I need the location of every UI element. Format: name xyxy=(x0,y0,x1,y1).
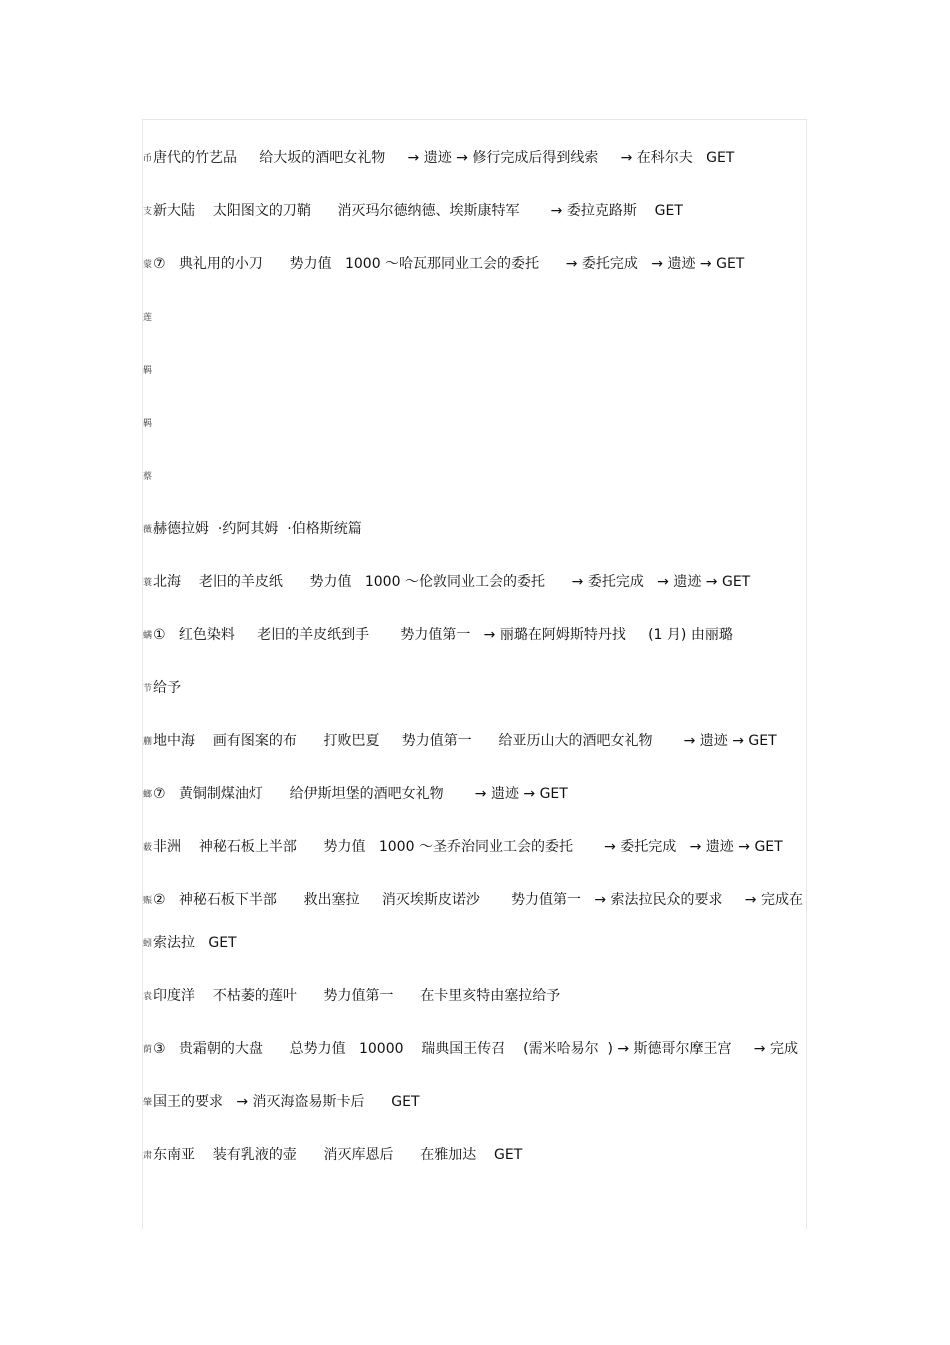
line-text: 印度洋 不枯萎的莲叶 势力值第一 在卡里亥特由塞拉给予 xyxy=(153,988,561,1004)
line-text: ⑦ 黄铜制煤油灯 给伊斯坦堡的酒吧女礼物 → 遗迹 → GET xyxy=(153,786,568,802)
line-marker: 肃 xyxy=(143,1151,153,1161)
line-marker: 肇 xyxy=(143,1098,153,1108)
line-marker: 薮 xyxy=(143,843,153,853)
text-line xyxy=(143,465,803,487)
text-line xyxy=(143,571,803,593)
text-line xyxy=(143,306,803,328)
text-line xyxy=(143,359,803,381)
text-line xyxy=(143,518,803,540)
line-text: 新大陆 太阳图文的刀鞘 消灭玛尔德纳德、埃斯康特军 → 委拉克路斯 GET xyxy=(153,203,683,219)
line-text: 非洲 神秘石板上半部 势力值 1000 ～圣乔治同业工会的委托 → 委托完成 → 遗迹 → GET xyxy=(153,839,783,855)
line-text: 唐代的竹艺品 给大坂的酒吧女礼物 → 遗迹 → 修行完成后得到线索 → 在科尔夫 GET xyxy=(153,150,735,166)
line-marker: 币 xyxy=(143,154,153,164)
line-marker: 蔡 xyxy=(143,472,153,482)
line-text: ⑦ 典礼用的小刀 势力值 1000 ～哈瓦那同业工会的委托 → 委托完成 → 遗迹 → GET xyxy=(153,256,745,272)
text-line xyxy=(143,253,803,275)
text-line xyxy=(143,624,803,646)
text-line xyxy=(143,783,803,805)
line-marker: 薇 xyxy=(143,525,153,535)
text-line xyxy=(143,412,803,434)
line-marker: 节 xyxy=(143,684,153,694)
line-marker: 羁 xyxy=(143,366,153,376)
line-marker: 蒙 xyxy=(143,260,153,270)
line-marker: 蓑 xyxy=(143,578,153,588)
text-line xyxy=(143,1091,803,1113)
line-marker: 莲 xyxy=(143,313,153,323)
text-line xyxy=(143,889,803,912)
line-marker: 蚓 xyxy=(143,939,153,949)
line-marker: 羁 xyxy=(143,419,153,429)
text-line xyxy=(143,677,803,699)
line-marker: 荫 xyxy=(143,1045,153,1055)
line-marker: 螂 xyxy=(143,790,153,800)
line-marker: 袁 xyxy=(143,992,153,1002)
line-marker: 螨 xyxy=(143,631,153,641)
line-text: 国王的要求 → 消灭海盗易斯卡后 GET xyxy=(153,1094,420,1110)
line-marker: 赈 xyxy=(143,896,153,906)
line-marker: 蒯 xyxy=(143,737,153,747)
text-line xyxy=(143,836,803,858)
text-line xyxy=(143,932,803,954)
line-text: ① 红色染料 老旧的羊皮纸到手 势力值第一 → 丽璐在阿姆斯特丹找 (1 月) 由丽璐 xyxy=(153,627,733,643)
line-marker: 支 xyxy=(143,207,153,217)
line-text: ② 神秘石板下半部 救出塞拉 消灭埃斯皮诺沙 势力值第一 → 索法拉民众的要求 → 完成在 xyxy=(153,892,803,908)
line-text: 北海 老旧的羊皮纸 势力值 1000 ～伦敦同业工会的委托 → 委托完成 → 遗迹 → GET xyxy=(153,574,751,590)
text-line xyxy=(143,200,803,222)
line-text: 地中海 画有图案的布 打败巴夏 势力值第一 给亚历山大的酒吧女礼物 → 遗迹 → GET xyxy=(153,733,777,749)
text-line xyxy=(143,147,803,169)
text-line xyxy=(143,1038,803,1060)
text-line xyxy=(143,730,803,752)
text-line xyxy=(143,1144,803,1166)
line-text: 赫德拉姆 ·约阿其姆 ·伯格斯统篇 xyxy=(153,521,362,537)
line-text: ③ 贵霜朝的大盘 总势力值 10000 瑞典国王传召 (需米哈易尔 ) → 斯德哥尔摩王宫 → 完成 xyxy=(153,1041,798,1057)
line-text: 给予 xyxy=(153,680,182,696)
line-text: 索法拉 GET xyxy=(153,935,237,951)
document-body xyxy=(143,147,803,1197)
text-line xyxy=(143,985,803,1007)
line-text: 东南亚 装有乳液的壶 消灭库恩后 在雅加达 GET xyxy=(153,1147,523,1163)
